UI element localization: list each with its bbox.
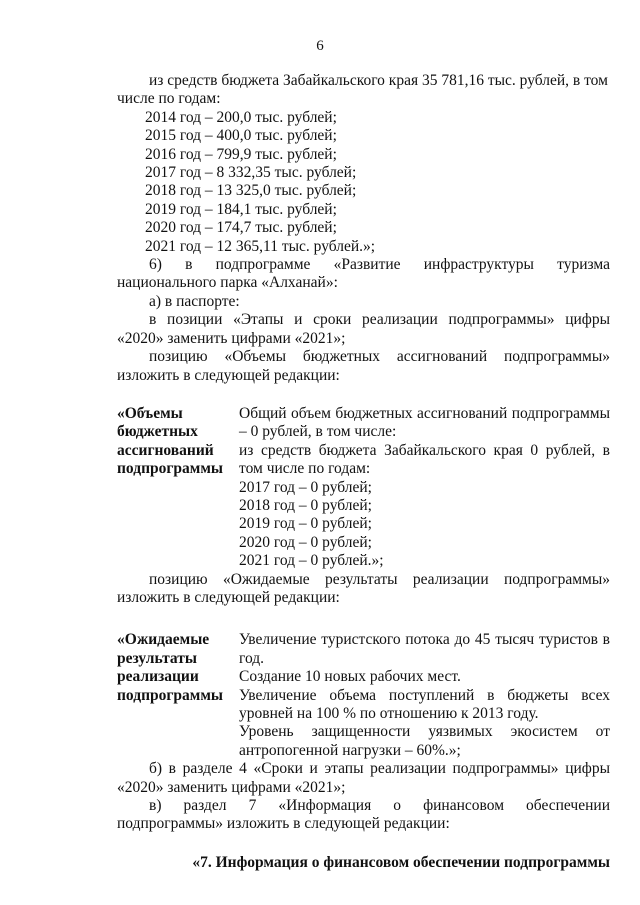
volumes-year: 2018 год – 0 рублей; — [239, 496, 372, 514]
volumes-year: 2021 год – 0 рублей.»; — [239, 552, 384, 570]
volumes-table — [117, 405, 610, 571]
paragraph-passport: а) в паспорте: — [149, 292, 240, 310]
year-item: 2018 год – 13 325,0 тыс. рублей; — [145, 182, 357, 200]
paragraph-section7: в) раздел 7 «Информация о финансовом обеспечении подпрограммы» изложить в следующей редакции: — [117, 797, 610, 833]
volumes-regional: из средств бюджета Забайкальского края 0 рублей, в том числе по годам: — [239, 441, 610, 478]
paragraph-volumes: позицию «Объемы бюджетных ассигнований подпрограммы» изложить в следующей редакции: — [117, 348, 610, 384]
volumes-label — [117, 405, 239, 571]
expected-item: Уровень защищенности уязвимых экосистем от антропогенной нагрузки – 60%.»; — [239, 723, 610, 759]
page-number: 6 — [316, 38, 324, 54]
volumes-year: 2019 год – 0 рублей; — [239, 515, 372, 533]
document-body — [117, 72, 610, 872]
section-heading: «7. Информация о финансовом обеспечении подпрограммы — [192, 853, 610, 871]
label-line: ассигнований — [117, 441, 214, 459]
volumes-total: Общий объем бюджетных ассигнований подпрограммы – 0 рублей, в том числе: — [239, 404, 610, 441]
volumes-year: 2017 год – 0 рублей; — [239, 478, 372, 496]
label-line: подпрограммы — [117, 686, 224, 704]
year-item: 2014 год – 200,0 тыс. рублей; — [145, 108, 337, 126]
year-item: 2016 год – 799,9 тыс. рублей; — [145, 145, 337, 163]
label-line: «Объемы — [117, 404, 183, 422]
label-line: бюджетных — [117, 423, 198, 441]
year-item: 2015 год – 400,0 тыс. рублей; — [145, 127, 337, 145]
expected-item: Увеличение туристского потока до 45 тысяч туристов в год. — [239, 631, 610, 667]
label-line: «Ожидаемые — [117, 631, 210, 649]
volumes-value — [239, 405, 610, 571]
paragraph-stages: в позиции «Этапы и сроки реализации подпрограммы» цифры «2020» заменить цифрами «2021»; — [117, 311, 610, 347]
label-line: реализации — [117, 668, 199, 686]
year-item: 2020 год – 174,7 тыс. рублей; — [145, 219, 337, 237]
year-item: 2021 год – 12 365,11 тыс. рублей.»; — [145, 237, 376, 255]
intro-line-2: числе по годам: — [117, 90, 221, 108]
expected-item: Создание 10 новых рабочих мест. — [239, 668, 461, 686]
paragraph-section4: б) в разделе 4 «Сроки и этапы реализации подпрограммы» цифры «2020» заменить цифрами «2021»; — [117, 760, 610, 796]
volumes-year: 2020 год – 0 рублей; — [239, 533, 372, 551]
expected-value — [239, 631, 610, 760]
label-line: подпрограммы — [117, 460, 224, 478]
label-line: результаты — [117, 649, 197, 667]
year-item: 2019 год – 184,1 тыс. рублей; — [145, 200, 337, 218]
expected-label — [117, 631, 239, 760]
paragraph-expected: позицию «Ожидаемые результаты реализации подпрограммы» изложить в следующей редакции: — [117, 570, 610, 606]
intro-year-list — [117, 109, 610, 256]
year-item: 2017 год – 8 332,35 тыс. рублей; — [145, 164, 357, 182]
expected-table — [117, 631, 610, 760]
expected-item: Увеличение объема поступлений в бюджеты всех уровней на 100 % по отношению к 2013 году. — [239, 686, 610, 722]
paragraph-subprogram: 6) в подпрограмме «Развитие инфраструктуры туризма национального парка «Алханай»: — [117, 256, 610, 292]
intro-line-1: из средств бюджета Забайкальского края 35 781,16 тыс. рублей, в том — [149, 72, 608, 89]
